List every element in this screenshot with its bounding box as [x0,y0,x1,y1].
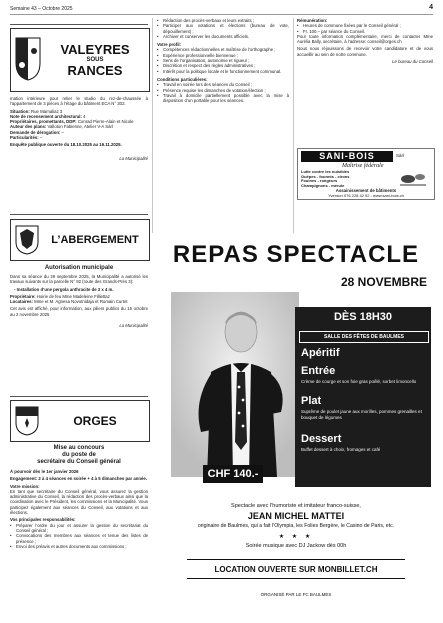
engagement: Engagement: 2 à 4 séances en soirée + 4 à 5 dimanches par année. [10,476,147,482]
section-rule [10,214,148,215]
notice-item: - Installation d’une pergola anthracite de 3 x 4 m. [14,286,114,292]
list-item: • Compétences rédactionnelles et maîtrise de l’orthographe ; [157,47,289,52]
valeyres-crest-icon [15,37,41,81]
notice-display: Cet avis est affiché, pour information, aux piliers publics du 15 octobre au 2 novembre 2025 [10,306,148,317]
mission-label: Votre mission: [10,483,40,489]
remuneration-label: Rémunération: [297,18,328,23]
conditions-label: Conditions particulières: [157,76,208,82]
list-item: • Présence requise les dimanches de votation/élection ; [157,88,289,93]
list-item: • Envoi des préavis et autres documents aux commissions ; [10,544,148,549]
page-number: 4 [429,4,433,11]
signature: La Municipalité [119,155,148,161]
valeyres-banner [10,28,150,92]
event-poster [157,237,435,614]
list-item: • Travail à domicile partiellement possible avec la mise à disposition d’un portable pour les séances. [157,93,289,104]
event-time: DÈS 18H30 [333,311,393,323]
show-intro: Spectacle avec l’humoriste et imitateur franco-suisse, [231,503,361,509]
list-item: • Expérience professionnelle bienvenue ; [157,53,289,58]
menu-plat-desc: Suprême de poulet jaune aux morilles, pommes grenailles et bouquet de légumes [301,409,422,420]
responsibilities-list-continued [157,18,289,39]
orges-crest-icon [15,406,39,436]
mission-text: En tant que secrétaire du Conseil général, vous assurez la gestion administrative du Conseil, la rédaction des procès-verbaux ainsi que la coordination avec le Président, les commissions et la Municipalité. Vous participez également aux séances du Conseil, aux votations et aux élections. [10,488,148,516]
ad-company-form: Sàrl [396,153,405,158]
enquete-dates: Enquête publique ouverte du 18.10.2025 au 16.11.2025. [10,142,122,148]
ad-tagline: Assainissement de bâtiments [335,188,397,193]
profile-label: Votre profil: [157,42,182,48]
ad-subtitle: Maîtrise fédérale [342,163,384,169]
contact-info: Pour toute information complémentaire, merci de contacter Mme Aurélia Bally, secrétaire, à l’adresse: conseil@orges.ch [297,33,433,45]
value: – [61,129,64,135]
list-item: • Heures de commune fixées par le Conseil général ; [297,23,433,28]
label: Propriétaire: [10,293,36,299]
menu-dessert-desc: Buffet dessert à choix, fromages et café [301,447,381,452]
ticket-price: CHF 140.- [203,465,263,483]
profile-list [157,47,289,73]
value: Mme et M. Agnesa Novotnidaja et Romain Curtet [34,299,128,305]
column-divider [293,18,294,233]
orges-notice [10,445,148,549]
list-item: • Discrétion et respect des règles administratives ; [157,63,289,68]
ad-brand: SANI-BOIS [301,151,393,162]
municipality-name: L’ABERGEMENT [51,234,139,246]
dj-info: Soirée musique avec DJ Jackow dès 00h [245,543,347,549]
list-item: • Rédaction des procès-verbaux et leurs extraits ; [157,18,289,23]
ticket-info: LOCATION OUVERTE SUR MONBILLET.CH [214,565,378,574]
poster-rule [187,559,405,560]
list-item: • Archiver et conserver les documents officiels. [157,34,289,39]
stars-divider: ★ ★ ★ [278,534,314,540]
list-item: • Préparer l’ordre du jour et assurer la gestion du secrétariat du Conseil général ; [10,523,148,534]
list-item: • Fr. 100.– par séance du Conseil. [297,29,433,34]
section-rule [10,24,148,25]
service-line: Fouines - rongeurs [301,178,338,184]
label: Locataires: [10,299,33,305]
notice-title: Autorisation municipale [44,265,114,271]
performer-photo [171,292,299,477]
menu-plat: Plat [301,395,322,407]
list-item: • Participer aux votations et élections (bureau de vote, dépouillement) ; [157,23,289,34]
poster-date: 28 NOVEMBRE [340,275,427,289]
label: Particularités: [10,135,39,141]
service-line: Guêpes - fourmis - cirons [301,173,350,179]
poster-title: REPAS SPECTACLE [172,241,420,268]
conditions-list [157,82,289,103]
page-header [10,5,433,15]
sani-bois-advertisement [297,148,435,200]
remuneration-list [297,23,433,34]
value: Hoirie de feu Mme Madeleine Filliettaz [36,293,110,299]
valeyres-notice [10,96,148,161]
municipality-name: ORGES [73,414,117,428]
label: Demande de dérogation: [10,129,61,135]
notice-intro: Dans sa séance du 29 septembre 2025, la Municipalité a autorisé les travaux suivants sur la parcelle N° 92 (route des Grands-Prés 3): [10,274,148,285]
section-rule [10,396,148,397]
list-item: • Intérêt pour la politique locale et le fonctionnement communal. [157,69,289,74]
notice-title-1: Mise au concours [53,445,105,451]
ad-contact: Yverdon 076 228 42 92 - www.sani-bois.ch [328,193,404,198]
responsibilities-list [10,523,148,549]
organizer: ORGANISÉ PAR LE FC BAULMES [260,592,332,597]
orges-notice-end [297,18,433,64]
value: 4 [83,113,86,119]
label: Situation: [10,108,30,114]
label: Propriétaires, promettants, DDP: [10,119,77,125]
service-line: Champignons - mérule [301,182,345,188]
abergement-crest-icon [15,225,39,255]
event-venue: SALLE DES FÊTES DE BAULMES [299,331,429,343]
menu-dessert: Dessert [301,433,342,445]
list-item: • Convocations des membres aux séances et tenue des listes de présence ; [10,533,148,544]
abergement-notice [10,264,148,328]
municipality-name-2: RANCES [67,63,123,78]
signature: Le bureau du Conseil [392,59,433,65]
ad-services [301,170,393,188]
service-line: Lutte contre les nuisibles [301,169,350,174]
value: Conrad Pierre-Alain et Nicole [77,119,134,125]
orges-banner [10,400,150,442]
value: Rue Marnaliaz 3 [31,108,63,114]
label: Auteur des plans: [10,124,47,130]
municipality-name: VALEYRES [60,42,130,57]
artist-name: JEAN MICHEL MATTEI [247,511,345,521]
orges-notice-continued [157,18,289,103]
notice-intro: mation intérieure pour relier le studio du rez-de-chaussée à l’appartement de 3 pièces à l’étage du bâtiment ECA N° 302. [10,96,148,107]
list-item: • Sens de l’organisation, autonomie et rigueur ; [157,58,289,63]
menu-entree-desc: Crème de courge et son foie gras poêlé, sorbet limoncello [301,379,417,384]
issue-label: Semaine 43 – Octobre 2025 [10,6,73,12]
start-date: À pourvoir dès le 1er janvier 2026 [10,469,79,474]
notice-title-3: secrétaire du Conseil général [37,459,121,465]
ad-illustration-icon [398,169,428,187]
signature: La Municipalité [119,323,148,329]
value: Valloton Fabienne, Atelier V-A Sàrl [47,124,113,130]
list-item: • Travail en soirée lors des séances du Conseil ; [157,82,289,87]
notice-title-2: du poste de [62,452,96,458]
responsibilities-label: Vos principales responsabilités: [10,517,76,523]
closing-text: Nous nous réjouissons de recevoir votre candidature et de vous accueillir au sein de notre commune. [297,46,433,57]
value: – [39,135,43,141]
event-details-panel [295,307,431,487]
artist-bio: originaire de Baulmes, qui a fait l’Olympia, les Folies Bergère, le Casino de Paris, etc. [197,523,395,529]
abergement-banner [10,219,150,261]
label: Note de recensement architectural: [10,113,82,119]
municipality-name-small: SOUS [86,57,104,63]
poster-rule [187,578,405,579]
column-divider [152,18,153,233]
menu-entree: Entrée [301,365,336,377]
menu-aperitif: Apéritif [301,347,340,359]
